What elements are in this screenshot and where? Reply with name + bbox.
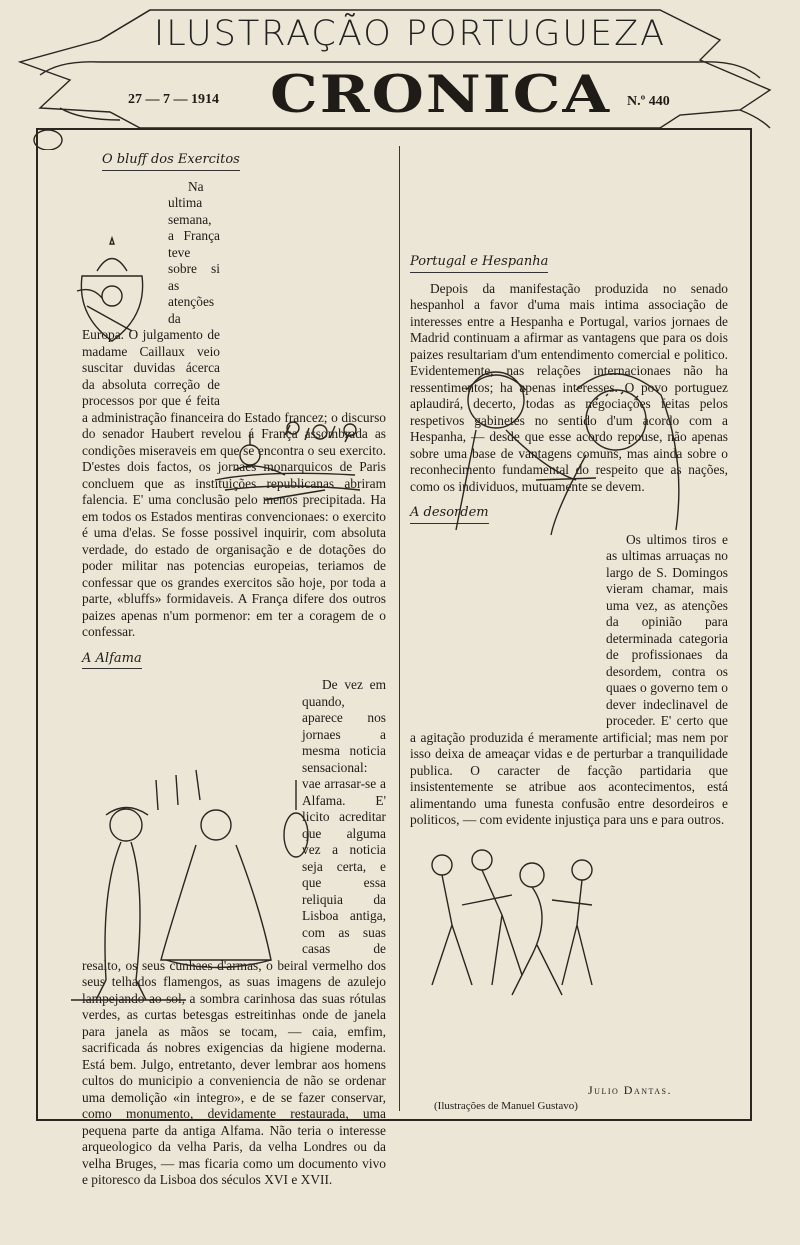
column-divider (399, 146, 400, 1111)
alfama-street-illustration (66, 760, 326, 1015)
heading-portugal: Portugal e Hespanha (410, 254, 548, 273)
magazine-title: ILUSTRAÇÃO PORTUGUEZA (153, 14, 667, 54)
paragraph-portugal: Depois da manifestação produzida no senado hespanhol a favor d'uma mais intima associação de interesses entre a Hespanha e Portugal, varios jornaes de Madrid continuam a afirmar as vantagens que para os dois paizes resultariam d'um entendimento comercial e politico. Evidentemente, nas relações internacionaes não ha ressentimentos; ha apenas interesses. O povo portuguez aplaudirá, decerto, todas as negociações feitas pelos respetivos gabinetes no sentido d'um acordo com a Hespanha, — desde que esse acordo repouse, não apenas sobre uma base de vantagens comuns, mas ainda sobre o reconhecimento fundamental do respeito que as nações, como os individuos, mutuamente se devem. (410, 280, 728, 494)
heading-desordem: A desordem (410, 505, 489, 524)
alfama-continuation-slot (410, 156, 728, 252)
fallen-soldier-illustration (205, 420, 365, 510)
illustration-credit: (Ilustrações de Manuel Gustavo) (434, 1100, 578, 1112)
paragraph-desordem: Os ultimos tiros e as ultimas arruaças no largo de S. Domingos vieram chamar, mais uma vez, as atenções da opinião para determinada categoria de profissionaes da desordem, contra os quaes o governo tem o dever indeclinavel de proceder. E' certo que a agitação produzida é meramente artificial; mas nem por isso deixa de ameaçar vidas e de perturbar a tranquilidade publica. O caracter de facção partidaria que insistentemente se atribue aos acontecimentos, está alimentando uma funesta confusão entre desordeiros e politicos, — com evidente injustiça para uns e para outros. (410, 531, 728, 827)
issue-number: N.º 440 (627, 94, 670, 109)
paragraph-alfama: De vez em quando, aparece nos jornaes a mesma noticia sensacional: vae arrasar-se a Alfama. E' licito acreditar que alguma vez a noticia seja certa, e que essa reliquia da Lisboa antiga, com as suas casas de resalto, os seus cunhaes d'armas, o beiral vermelho dos seus telhados flamengos, as suas imagens de azulejo lampejando ao sol, a sombra carinhosa das suas rótulas verdes, as curtas betesgas estreitinhas onde de janela para janela as mãos se tocam, — caia, emfim, sacrificada ás nobres exigencias da higiene moderna. Está bem. Julgo, entretanto, dever lembrar aos homens cultos do municipio a conveniencia de não se ordenar uma demolição «in integro», e de se fazer conservar, como monumento, devidamente restaurada, uma pequena parte da antiga Alfama. Não teria o interesse arqueologico da velha Paris, da velha Londres ou da velha Bruges, — mas ficaria como um documento vivo e pitoresco da Lisboa dos séculos XVI e XVII. (82, 677, 386, 1187)
helmet-shield-illustration (72, 236, 162, 346)
heading-bluff: O bluff dos Exercitos (102, 152, 240, 171)
issue-date: 27 — 7 — 1914 (128, 92, 219, 107)
two-women-illustration (436, 360, 706, 540)
illustration-soldier-slot (226, 339, 386, 409)
illustration-desordem-slot (410, 572, 600, 722)
author-signature: Julio Dantas. (588, 1083, 672, 1097)
section-title: CRONICA (270, 65, 612, 125)
street-fight-illustration (412, 845, 602, 1005)
heading-alfama: A Alfama (82, 651, 142, 670)
paragraph-bluff: Na ultima semana, a França teve sobre si as atenções da Europa. O julgamento de madame Caillaux veio suscitar duvidas ácerca da absoluta correção de processos por que é feita a administração financeira do Estado francez; o discurso do senador Haubert revelou á França assombrada as condições miseraveis em que se encontra o seu exercito. D'estes dois factos, os jornaes monarquicos de Paris concluem que as instituições republicanas abriram falencia. E' uma conclusão pelo menos precipitada. Ha em todos os Estados mentiras convencionaes: o exercito é uma d'elas. Se fosse possivel inquirir, com absoluta verdade, do estado de organisação e de dotações do poder militar nas potencias europeias, teriamos de confessar que os grandes exercitos são hoje, por toda a parte, «bluffs» formidaveis. A França difere dos outros paizes apenas n'um pormenor: em ter a coragem de o confessar. (82, 178, 386, 639)
